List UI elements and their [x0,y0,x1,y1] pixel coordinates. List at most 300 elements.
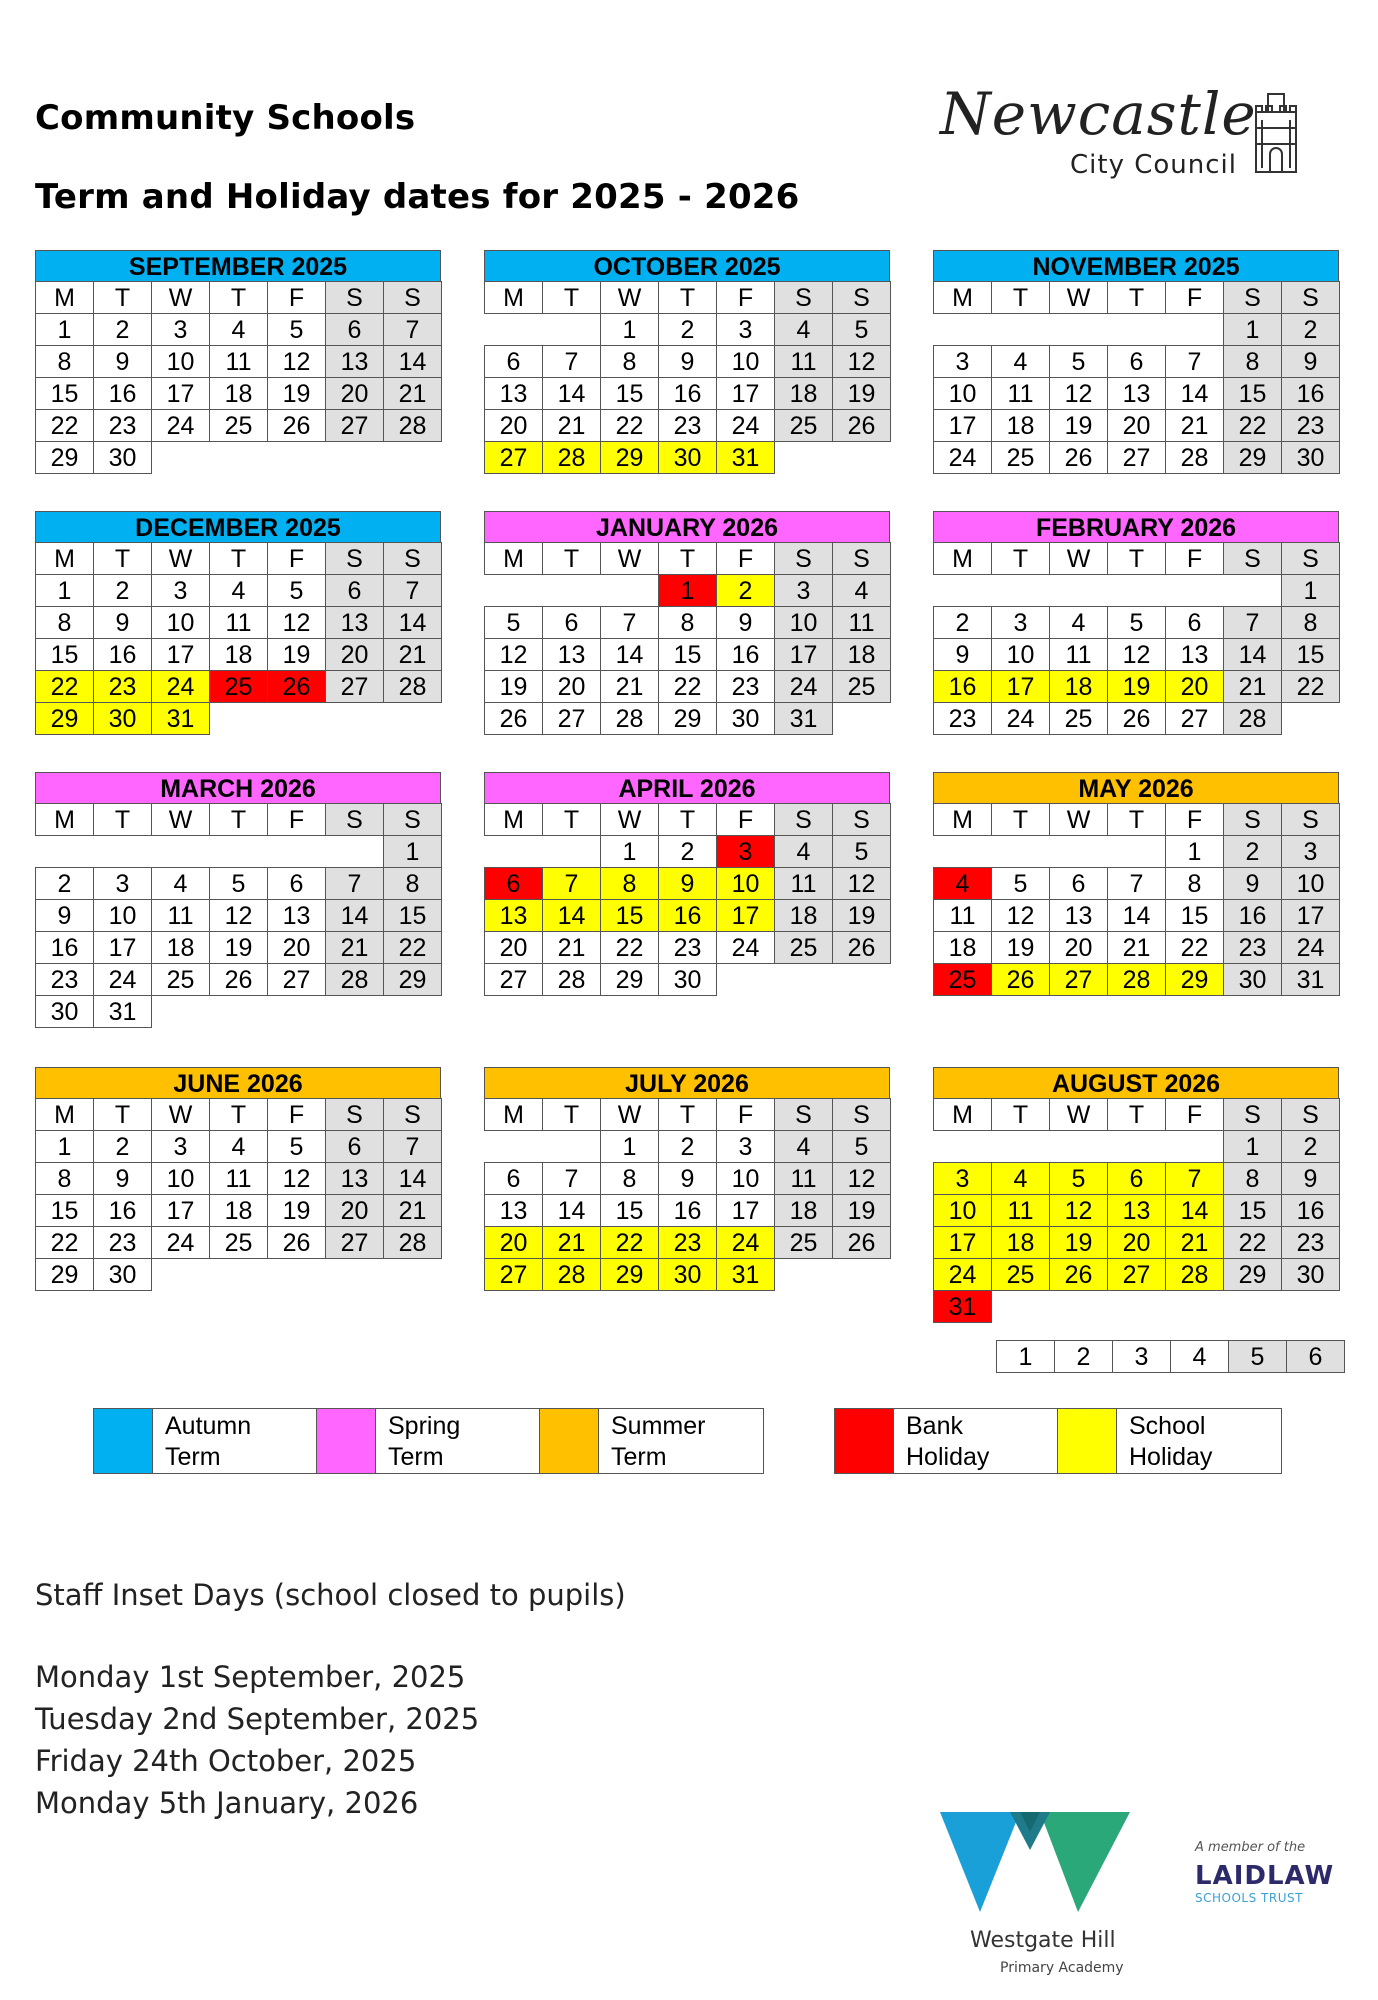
extra-cell: 4 [1170,1340,1229,1373]
weekday-header: T [93,542,152,575]
day-cell: 1 [1281,574,1340,607]
day-cell: 30 [1223,963,1282,996]
day-cell: 3 [716,1130,775,1163]
day-cell: 19 [209,931,268,964]
school-logo [930,1810,1150,1990]
day-cell: 12 [267,606,326,639]
day-cell: 21 [383,377,442,410]
month-grid [484,282,890,474]
day-cell: 23 [716,670,775,703]
day-cell: 4 [1049,606,1108,639]
blank-cell [542,835,601,868]
month-header: DECEMBER 2025 [35,511,441,543]
day-cell: 24 [716,1226,775,1259]
weekday-header: S [1281,1098,1340,1131]
day-cell: 17 [716,1194,775,1227]
day-cell: 5 [1049,345,1108,378]
weekday-header: S [1281,542,1340,575]
day-cell: 21 [383,1194,442,1227]
day-cell: 13 [325,345,384,378]
day-cell: 12 [1107,638,1166,671]
day-cell: 11 [774,1162,833,1195]
day-cell: 15 [658,638,717,671]
day-cell: 7 [600,606,659,639]
day-cell: 22 [600,931,659,964]
day-cell: 15 [600,377,659,410]
day-cell: 4 [933,867,992,900]
day-cell: 19 [267,638,326,671]
day-cell: 29 [35,441,94,474]
day-cell: 12 [1049,1194,1108,1227]
blank-cell [600,574,659,607]
autumn-swatch [94,1409,153,1473]
blank-cell [1049,835,1108,868]
day-cell: 2 [658,1130,717,1163]
blank-cell [484,1130,543,1163]
weekday-header: T [93,1098,152,1131]
day-cell: 21 [325,931,384,964]
day-cell: 15 [600,1194,659,1227]
month-calendar [933,250,1339,474]
day-cell: 13 [484,1194,543,1227]
summer-label: Summer Term [611,1412,706,1471]
day-cell: 25 [209,670,268,703]
weekday-header: T [209,803,268,836]
day-cell: 3 [991,606,1050,639]
day-cell: 7 [383,313,442,346]
day-cell: 15 [35,1194,94,1227]
day-cell: 9 [658,1162,717,1195]
day-cell: 5 [1049,1162,1108,1195]
weekday-header: S [1223,1098,1282,1131]
day-cell: 2 [93,1130,152,1163]
day-cell: 26 [991,963,1050,996]
day-cell: 29 [600,441,659,474]
day-cell: 30 [93,441,152,474]
day-cell: 5 [832,313,891,346]
day-cell: 21 [383,638,442,671]
day-cell: 16 [35,931,94,964]
day-cell: 25 [933,963,992,996]
weekday-header: T [209,281,268,314]
month-grid [933,1099,1339,1323]
day-cell: 1 [658,574,717,607]
day-cell: 4 [991,345,1050,378]
legend-autumn [94,1409,317,1473]
month-calendar [35,1067,441,1291]
day-cell: 26 [267,670,326,703]
day-cell: 4 [209,1130,268,1163]
day-cell: 14 [383,606,442,639]
weekday-header: T [542,1098,601,1131]
weekday-header: M [933,1098,992,1131]
weekday-header: T [542,281,601,314]
day-cell: 6 [325,574,384,607]
day-cell: 22 [1281,670,1340,703]
day-cell: 8 [1223,1162,1282,1195]
month-header: FEBRUARY 2026 [933,511,1339,543]
day-cell: 15 [1223,1194,1282,1227]
day-cell: 14 [383,1162,442,1195]
blank-cell [93,835,152,868]
day-cell: 27 [267,963,326,996]
day-cell: 7 [1223,606,1282,639]
day-cell: 21 [542,409,601,442]
weekday-header: T [1107,281,1166,314]
day-cell: 18 [209,638,268,671]
day-cell: 3 [716,835,775,868]
august-extra-row [996,1340,1344,1373]
weekday-header: F [1165,281,1224,314]
weekday-header: M [484,281,543,314]
weekday-header: T [209,1098,268,1131]
day-cell: 21 [542,931,601,964]
day-cell: 24 [151,670,210,703]
weekday-header: T [542,542,601,575]
day-cell: 28 [542,963,601,996]
bank-label: Bank Holiday [894,1409,1058,1473]
day-cell: 28 [1165,1258,1224,1291]
day-cell: 31 [933,1290,992,1323]
day-cell: 5 [832,835,891,868]
day-cell: 5 [267,313,326,346]
day-cell: 30 [35,995,94,1028]
day-cell: 16 [93,638,152,671]
blank-cell [484,313,543,346]
day-cell: 23 [93,670,152,703]
day-cell: 10 [151,606,210,639]
day-cell: 17 [774,638,833,671]
day-cell: 15 [35,377,94,410]
weekday-header: S [774,542,833,575]
weekday-header: F [267,281,326,314]
day-cell: 25 [209,1226,268,1259]
day-cell: 28 [600,702,659,735]
extra-cell: 6 [1286,1340,1345,1373]
page-subtitle: Term and Holiday dates for 2025 - 2026 [35,177,800,217]
day-cell: 3 [151,574,210,607]
day-cell: 20 [1165,670,1224,703]
day-cell: 12 [832,1162,891,1195]
day-cell: 20 [1107,1226,1166,1259]
day-cell: 1 [600,1130,659,1163]
trust-brand: LAIDLAW [1195,1861,1335,1891]
day-cell: 24 [151,409,210,442]
day-cell: 14 [600,638,659,671]
weekday-header: T [658,1098,717,1131]
day-cell: 21 [1107,931,1166,964]
day-cell: 20 [267,931,326,964]
day-cell: 12 [832,867,891,900]
day-cell: 19 [484,670,543,703]
day-cell: 27 [484,1258,543,1291]
day-cell: 10 [991,638,1050,671]
weekday-header: M [484,542,543,575]
day-cell: 6 [542,606,601,639]
blank-cell [1107,835,1166,868]
blank-cell [1107,313,1166,346]
day-cell: 24 [933,441,992,474]
day-cell: 4 [991,1162,1050,1195]
weekday-header: S [774,803,833,836]
blank-cell [484,835,543,868]
weekday-header: S [1281,803,1340,836]
day-cell: 7 [1165,345,1224,378]
westgate-w-icon [930,1810,1140,1920]
day-cell: 13 [325,1162,384,1195]
weekday-header: M [35,281,94,314]
blank-cell [542,1130,601,1163]
month-grid [933,804,1339,996]
day-cell: 8 [35,1162,94,1195]
day-cell: 30 [93,1258,152,1291]
day-cell: 12 [267,345,326,378]
day-cell: 8 [35,606,94,639]
weekday-header: T [991,281,1050,314]
day-cell: 11 [1049,638,1108,671]
day-cell: 20 [484,1226,543,1259]
weekday-header: F [267,1098,326,1131]
day-cell: 11 [774,345,833,378]
day-cell: 6 [484,345,543,378]
day-cell: 9 [35,899,94,932]
day-cell: 26 [484,702,543,735]
day-cell: 24 [716,931,775,964]
month-calendar [933,511,1339,735]
day-cell: 4 [151,867,210,900]
day-cell: 10 [1281,867,1340,900]
weekday-header: W [1049,542,1108,575]
day-cell: 24 [716,409,775,442]
weekday-header: F [716,281,775,314]
day-cell: 6 [484,867,543,900]
day-cell: 11 [209,1162,268,1195]
day-cell: 16 [658,1194,717,1227]
day-cell: 28 [542,1258,601,1291]
weekday-header: S [383,1098,442,1131]
day-cell: 25 [832,670,891,703]
day-cell: 1 [383,835,442,868]
day-cell: 2 [1281,313,1340,346]
trust-member-text: A member of the [1195,1840,1306,1855]
day-cell: 23 [658,1226,717,1259]
legend-summer [540,1409,763,1473]
blank-cell [1165,574,1224,607]
council-logo-name: Newcastle [940,80,1257,148]
day-cell: 17 [933,1226,992,1259]
trust-logo [1195,1840,1334,1905]
month-header: JULY 2026 [484,1067,890,1099]
day-cell: 6 [267,867,326,900]
school-sub: Primary Academy [1000,1960,1124,1976]
weekday-header: F [267,542,326,575]
summer-swatch [540,1409,599,1473]
day-cell: 12 [832,345,891,378]
day-cell: 26 [267,409,326,442]
month-header: MAY 2026 [933,772,1339,804]
day-cell: 19 [267,1194,326,1227]
day-cell: 11 [209,345,268,378]
day-cell: 14 [1165,377,1224,410]
day-cell: 11 [991,1194,1050,1227]
day-cell: 7 [542,867,601,900]
day-cell: 8 [658,606,717,639]
weekday-header: S [325,542,384,575]
day-cell: 28 [1107,963,1166,996]
day-cell: 22 [35,1226,94,1259]
month-grid [484,1099,890,1291]
extra-cell: 2 [1054,1340,1113,1373]
day-cell: 19 [1107,670,1166,703]
day-cell: 17 [93,931,152,964]
day-cell: 4 [209,574,268,607]
day-cell: 7 [383,574,442,607]
day-cell: 26 [1107,702,1166,735]
day-cell: 26 [267,1226,326,1259]
weekday-header: W [151,803,210,836]
day-cell: 13 [325,606,384,639]
day-cell: 8 [1223,345,1282,378]
weekday-header: S [1281,281,1340,314]
month-calendar [484,250,890,474]
day-cell: 6 [1165,606,1224,639]
day-cell: 29 [600,1258,659,1291]
extra-cell: 1 [996,1340,1055,1373]
month-header: APRIL 2026 [484,772,890,804]
day-cell: 23 [93,1226,152,1259]
day-cell: 20 [484,409,543,442]
blank-cell [1107,574,1166,607]
day-cell: 5 [209,867,268,900]
weekday-header: T [991,1098,1050,1131]
month-header: JANUARY 2026 [484,511,890,543]
day-cell: 30 [93,702,152,735]
day-cell: 4 [774,313,833,346]
day-cell: 29 [35,702,94,735]
day-cell: 28 [383,1226,442,1259]
weekday-header: S [325,1098,384,1131]
day-cell: 25 [151,963,210,996]
day-cell: 22 [1165,931,1224,964]
day-cell: 7 [383,1130,442,1163]
blank-cell [991,313,1050,346]
day-cell: 13 [1107,1194,1166,1227]
blank-cell [991,1130,1050,1163]
spring-label: Spring Term [376,1409,540,1473]
day-cell: 4 [774,1130,833,1163]
weekday-header: M [35,1098,94,1131]
day-cell: 31 [716,441,775,474]
day-cell: 16 [658,899,717,932]
blank-cell [991,835,1050,868]
day-cell: 13 [1049,899,1108,932]
day-cell: 8 [600,345,659,378]
day-cell: 18 [774,1194,833,1227]
day-cell: 13 [1165,638,1224,671]
day-cell: 15 [1223,377,1282,410]
day-cell: 26 [1049,441,1108,474]
day-cell: 16 [93,377,152,410]
weekday-header: W [151,281,210,314]
day-cell: 5 [832,1130,891,1163]
day-cell: 26 [832,931,891,964]
weekday-header: W [600,803,659,836]
day-cell: 3 [774,574,833,607]
blank-cell [151,835,210,868]
day-cell: 14 [542,899,601,932]
inset-day: Friday 24th October, 2025 [35,1744,417,1778]
day-cell: 23 [1281,1226,1340,1259]
day-cell: 10 [93,899,152,932]
day-cell: 27 [542,702,601,735]
autumn-label: Autumn Term [153,1409,317,1473]
day-cell: 4 [209,313,268,346]
day-cell: 10 [933,1194,992,1227]
day-cell: 1 [35,1130,94,1163]
weekday-header: T [991,803,1050,836]
weekday-header: S [383,281,442,314]
month-grid [484,804,890,996]
day-cell: 9 [93,345,152,378]
day-cell: 17 [933,409,992,442]
day-cell: 1 [35,313,94,346]
blank-cell [267,835,326,868]
day-cell: 31 [716,1258,775,1291]
day-cell: 17 [1281,899,1340,932]
day-cell: 9 [93,606,152,639]
weekday-header: W [600,542,659,575]
month-header: AUGUST 2026 [933,1067,1339,1099]
blank-cell [1049,1130,1108,1163]
day-cell: 30 [658,963,717,996]
weekday-header: T [93,281,152,314]
weekday-header: S [774,281,833,314]
weekday-header: F [716,1098,775,1131]
day-cell: 24 [1281,931,1340,964]
day-cell: 11 [774,867,833,900]
day-cell: 6 [484,1162,543,1195]
day-cell: 2 [658,835,717,868]
day-cell: 16 [93,1194,152,1227]
weekday-header: S [383,803,442,836]
day-cell: 8 [600,1162,659,1195]
blank-cell [933,313,992,346]
blank-cell [991,574,1050,607]
day-cell: 23 [1281,409,1340,442]
day-cell: 6 [325,313,384,346]
day-cell: 1 [1165,835,1224,868]
day-cell: 18 [209,377,268,410]
day-cell: 22 [600,409,659,442]
blank-cell [1049,313,1108,346]
weekday-header: T [991,542,1050,575]
month-grid [484,543,890,735]
weekday-header: S [325,803,384,836]
weekday-header: S [774,1098,833,1131]
day-cell: 8 [1165,867,1224,900]
month-calendar [484,511,890,735]
day-cell: 25 [774,931,833,964]
day-cell: 6 [325,1130,384,1163]
weekday-header: M [35,803,94,836]
holiday-label: School Holiday [1129,1412,1213,1471]
day-cell: 20 [325,1194,384,1227]
weekday-header: S [1223,281,1282,314]
day-cell: 1 [600,313,659,346]
day-cell: 28 [1165,441,1224,474]
inset-day: Monday 5th January, 2026 [35,1786,419,1820]
weekday-header: W [1049,1098,1108,1131]
